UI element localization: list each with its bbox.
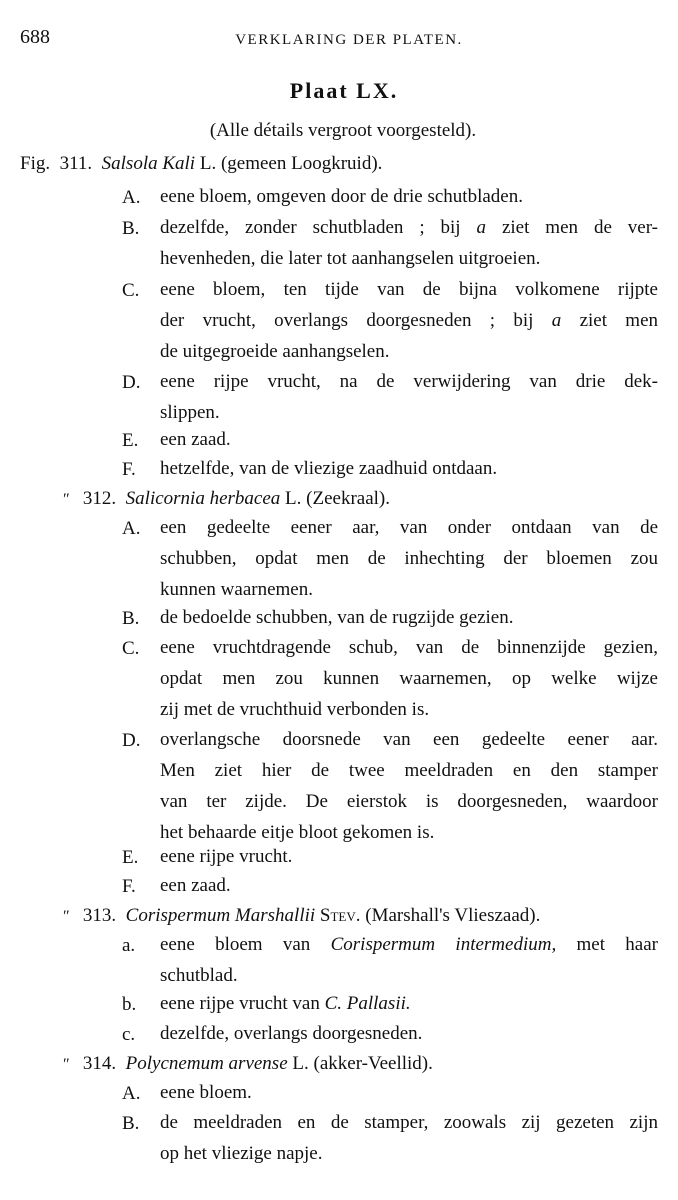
item-row: der vrucht, overlangs doorgesneden ; bij a ziet men: [160, 310, 659, 331]
species-name: Salsola Kali: [101, 153, 196, 174]
item-row: van ter zijde. De eierstok is doorgesneden, waardoor: [160, 791, 658, 812]
figure-313-heading: [62, 905, 540, 927]
item-row: overlangsche doorsnede van een gedeelte eener aar.: [160, 729, 658, 750]
item-label: D.: [122, 730, 141, 751]
item-label: a.: [122, 935, 136, 956]
item-row: eene bloem van Corispermum intermedium, met haar: [160, 934, 658, 955]
item-text: [160, 632, 658, 725]
item-text: [160, 512, 658, 605]
species-name: Corispermum Marshallii: [125, 905, 316, 926]
item-text: [160, 212, 658, 274]
item-label: E.: [122, 430, 139, 451]
item-label: F.: [122, 459, 136, 480]
item-row: zij met de vruchthuid verbonden is.: [160, 699, 430, 720]
item-row: eene rijpe vrucht, na de verwijdering van drie dek-: [160, 371, 658, 392]
item-row: een gedeelte eener aar, van onder ontdaan van de: [160, 517, 658, 538]
item-text: [160, 724, 658, 848]
item-row: eene rijpe vrucht.: [160, 846, 293, 867]
figure-number: 313.: [82, 905, 117, 926]
item-row: op het vliezige napje.: [160, 1143, 323, 1164]
species-author: Stev.: [319, 905, 361, 926]
item-text: [160, 1107, 658, 1169]
item-row: eene rijpe vrucht van C. Pallasii.: [160, 993, 411, 1014]
figure-311-heading: [20, 153, 382, 175]
item-label: A.: [122, 187, 141, 208]
item-row: eene bloem.: [160, 1082, 252, 1103]
item-text: [160, 1018, 658, 1049]
item-row: schubben, opdat men de inhechting der bloemen zou: [160, 548, 658, 569]
item-text: [160, 870, 658, 901]
item-row: het behaarde eitje bloot gekomen is.: [160, 822, 435, 843]
common-name: (akker-Veellid).: [313, 1053, 433, 1074]
item-label: b.: [122, 994, 137, 1015]
item-label: C.: [122, 280, 140, 301]
item-label: F.: [122, 876, 136, 897]
item-text: [160, 929, 658, 991]
ditto-mark: ″: [62, 908, 69, 925]
item-label: B.: [122, 218, 140, 239]
item-row: dezelfde, zonder schutbladen ; bij a ziet men de ver-: [160, 217, 659, 238]
item-row: een zaad.: [160, 429, 231, 450]
item-row: de uitgegroeide aanhangselen.: [160, 341, 390, 362]
common-name: (gemeen Loogkruid).: [220, 153, 383, 174]
ditto-mark: ″: [62, 1056, 69, 1073]
item-row: schutblad.: [160, 965, 238, 986]
subtitle: (Alle détails vergroot voorgesteld).: [209, 120, 477, 141]
item-row: dezelfde, overlangs doorgesneden.: [160, 1023, 423, 1044]
item-text: [160, 841, 658, 872]
item-label: A.: [122, 518, 141, 539]
item-label: B.: [122, 608, 140, 629]
figure-314-heading: [62, 1053, 433, 1075]
item-label: A.: [122, 1083, 141, 1104]
item-text: [160, 424, 658, 455]
ditto-mark: ″: [62, 491, 69, 508]
item-label: C.: [122, 638, 140, 659]
item-row: Men ziet hier de twee meeldraden en den stamper: [160, 760, 658, 781]
species-author: L.: [292, 1053, 309, 1074]
item-row: hevenheden, die later tot aanhangselen uitgroeien.: [160, 248, 541, 269]
item-label: c.: [122, 1024, 136, 1045]
item-row: eene bloem, omgeven door de drie schutbladen.: [160, 186, 523, 207]
item-text: [160, 366, 658, 428]
species-name: Polycnemum arvense: [125, 1053, 288, 1074]
item-row: eene vruchtdragende schub, van de binnenzijde gezien,: [160, 637, 658, 658]
item-label: E.: [122, 847, 139, 868]
item-text: [160, 181, 658, 212]
figure-number: 312.: [82, 488, 117, 509]
item-text: [160, 1077, 658, 1108]
species-author: L.: [199, 153, 217, 174]
item-row: een zaad.: [160, 875, 231, 896]
running-head: VERKLARING DER PLATEN.: [235, 32, 463, 48]
plate-title: Plaat LX.: [289, 78, 399, 103]
page-number: 688: [20, 26, 50, 48]
item-text: [160, 453, 658, 484]
item-text: [160, 602, 658, 633]
item-row: de bedoelde schubben, van de rugzijde gezien.: [160, 607, 514, 628]
item-row: kunnen waarnemen.: [160, 579, 313, 600]
common-name: (Marshall's Vlieszaad).: [365, 905, 541, 926]
figure-prefix: Fig.: [20, 153, 51, 174]
figure-312-heading: [62, 488, 390, 510]
item-row: hetzelfde, van de vliezige zaadhuid ontdaan.: [160, 458, 498, 479]
species-author: L.: [285, 488, 302, 509]
item-row: de meeldraden en de stamper, zoowals zij gezeten zijn: [160, 1112, 658, 1133]
item-text: [160, 988, 658, 1019]
item-text: [160, 274, 658, 367]
figure-number: 314.: [82, 1053, 117, 1074]
figure-number: 311.: [59, 153, 93, 174]
common-name: (Zeekraal).: [306, 488, 390, 509]
species-name: Salicornia herbacea: [125, 488, 281, 509]
item-row: slippen.: [160, 402, 220, 423]
item-row: eene bloem, ten tijde van de bijna volkomene rijpte: [160, 279, 658, 300]
item-label: D.: [122, 372, 141, 393]
item-row: opdat men zou kunnen waarnemen, op welke wijze: [160, 668, 658, 689]
item-label: B.: [122, 1113, 140, 1134]
